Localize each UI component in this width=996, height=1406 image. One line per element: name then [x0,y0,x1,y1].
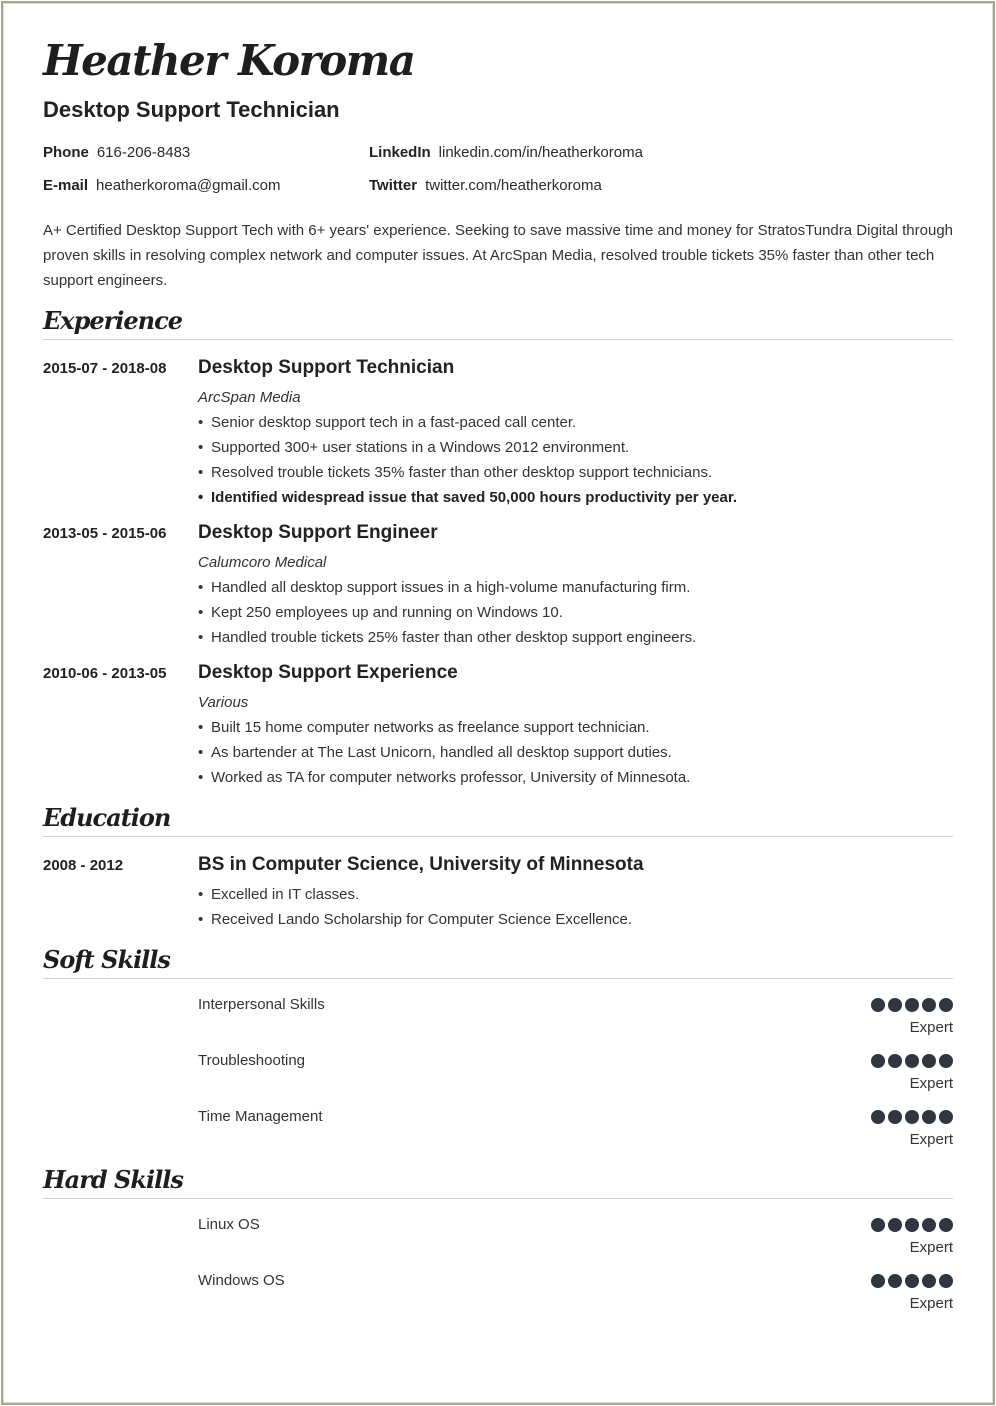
contact-linkedin [369,144,643,161]
bullet-dot: • [198,719,204,736]
rating-dot [871,1110,885,1124]
bullet-dot: • [198,911,204,928]
contact-phone-value: 616-206-8483 [96,144,191,161]
job-title: Desktop Support Engineer [198,522,438,543]
bullet-dot: • [198,414,204,431]
rating-dot [922,1218,936,1232]
job-bullet [198,629,696,646]
rating-dot [922,998,936,1012]
job-bullet [198,579,690,596]
rating-dot [871,1054,885,1068]
education-bullet [198,911,632,928]
rating-dot [905,1054,919,1068]
rating-dot [939,1054,953,1068]
rating-dot [905,998,919,1012]
contact-email-label: E-mail [43,177,89,194]
bullet-dot: • [198,744,204,761]
job-bullet [198,439,629,456]
job-bullet [198,744,672,761]
rating-dot [888,1110,902,1124]
rating-dot [871,998,885,1012]
education-degree: BS in Computer Science, University of Minnesota [198,854,644,875]
rating-dot [905,1110,919,1124]
section-title-soft-skills: Soft Skills [43,945,953,979]
skill-name: Windows OS [198,1272,285,1289]
bullet-dot: • [198,439,204,456]
job-dates: 2010-06 - 2013-05 [43,665,167,682]
job-company: ArcSpan Media [198,389,301,406]
skill-rating-dots [871,1274,953,1288]
job-bullet-text: Handled trouble tickets 25% faster than other desktop support engineers. [211,629,697,646]
candidate-name: Heather Koroma [43,36,415,85]
rating-dot [922,1110,936,1124]
job-bullet [198,414,576,431]
job-bullet [198,719,650,736]
rating-dot [888,1054,902,1068]
skill-name: Troubleshooting [198,1052,306,1069]
skill-level: Expert [909,1239,953,1256]
contact-phone-label: Phone [43,144,89,161]
bullet-dot: • [198,629,204,646]
skill-rating-dots [871,1054,953,1068]
job-bullet-text: Built 15 home computer networks as freelance support technician. [211,719,650,736]
job-bullet-text: As bartender at The Last Unicorn, handled all desktop support duties. [211,744,672,761]
bullet-dot: • [198,886,204,903]
job-bullet-text: Identified widespread issue that saved 50,000 hours productivity per year. [211,489,738,506]
contact-linkedin-value[interactable]: linkedin.com/in/heatherkoroma [438,144,643,161]
contact-phone [43,144,190,161]
skill-name: Linux OS [198,1216,260,1233]
job-bullet-text: Resolved trouble tickets 35% faster than other desktop support technicians. [211,464,713,481]
job-bullet-text: Worked as TA for computer networks professor, University of Minnesota. [211,769,691,786]
skill-rating-dots [871,1218,953,1232]
bullet-dot: • [198,604,204,621]
education-bullet [198,886,359,903]
section-title-hard-skills: Hard Skills [43,1165,953,1199]
bullet-dot: • [198,579,204,596]
education-bullet-text: Received Lando Scholarship for Computer Science Excellence. [211,911,633,928]
job-title: Desktop Support Experience [198,662,458,683]
skill-rating-dots [871,998,953,1012]
job-bullet-text: Kept 250 employees up and running on Windows 10. [211,604,563,621]
bullet-dot: • [198,769,204,786]
bullet-dot: • [198,489,204,506]
education-dates: 2008 - 2012 [43,857,124,874]
skill-level: Expert [909,1075,953,1092]
job-dates: 2015-07 - 2018-08 [43,360,167,377]
contact-twitter [369,177,602,194]
contact-twitter-value[interactable]: twitter.com/heatherkoroma [425,177,602,194]
job-bullet-highlight [198,489,737,506]
skill-name: Time Management [198,1108,323,1125]
skill-name: Interpersonal Skills [198,996,325,1013]
bullet-dot: • [198,464,204,481]
job-bullet-text: Senior desktop support tech in a fast-paced call center. [211,414,577,431]
job-company: Calumcoro Medical [198,554,327,571]
job-bullet [198,604,563,621]
skill-rating-dots [871,1110,953,1124]
contact-twitter-label: Twitter [369,177,418,194]
job-bullet-text: Supported 300+ user stations in a Windows 2012 environment. [211,439,630,456]
contact-email [43,177,280,194]
job-dates: 2013-05 - 2015-06 [43,525,167,542]
skill-level: Expert [909,1019,953,1036]
rating-dot [939,1218,953,1232]
rating-dot [888,1274,902,1288]
rating-dot [939,1110,953,1124]
education-bullet-text: Excelled in IT classes. [211,886,360,903]
rating-dot [939,1274,953,1288]
rating-dot [888,998,902,1012]
section-title-experience: Experience [43,306,953,340]
section-title-education: Education [43,803,953,837]
summary-text: A+ Certified Desktop Support Tech with 6+ years' experience. Seeking to save massive time and money for StratosTundra Digital through proven skills in resolving complex network and computer issues. At ArcSpan Media, resolved trouble tickets 35% faster than other tech support engineers. [43,222,953,289]
job-bullet [198,464,712,481]
job-bullet [198,769,690,786]
rating-dot [939,998,953,1012]
rating-dot [871,1274,885,1288]
rating-dot [871,1218,885,1232]
skill-level: Expert [909,1295,953,1312]
rating-dot [905,1218,919,1232]
job-bullet-text: Handled all desktop support issues in a high-volume manufacturing firm. [211,579,691,596]
rating-dot [922,1054,936,1068]
contact-linkedin-label: LinkedIn [369,144,431,161]
rating-dot [905,1274,919,1288]
rating-dot [922,1274,936,1288]
rating-dot [888,1218,902,1232]
skill-level: Expert [909,1131,953,1148]
contact-email-value[interactable]: heatherkoroma@gmail.com [96,177,281,194]
job-title: Desktop Support Technician [198,357,455,378]
candidate-title: Desktop Support Technician [43,97,340,122]
job-company: Various [198,694,249,711]
